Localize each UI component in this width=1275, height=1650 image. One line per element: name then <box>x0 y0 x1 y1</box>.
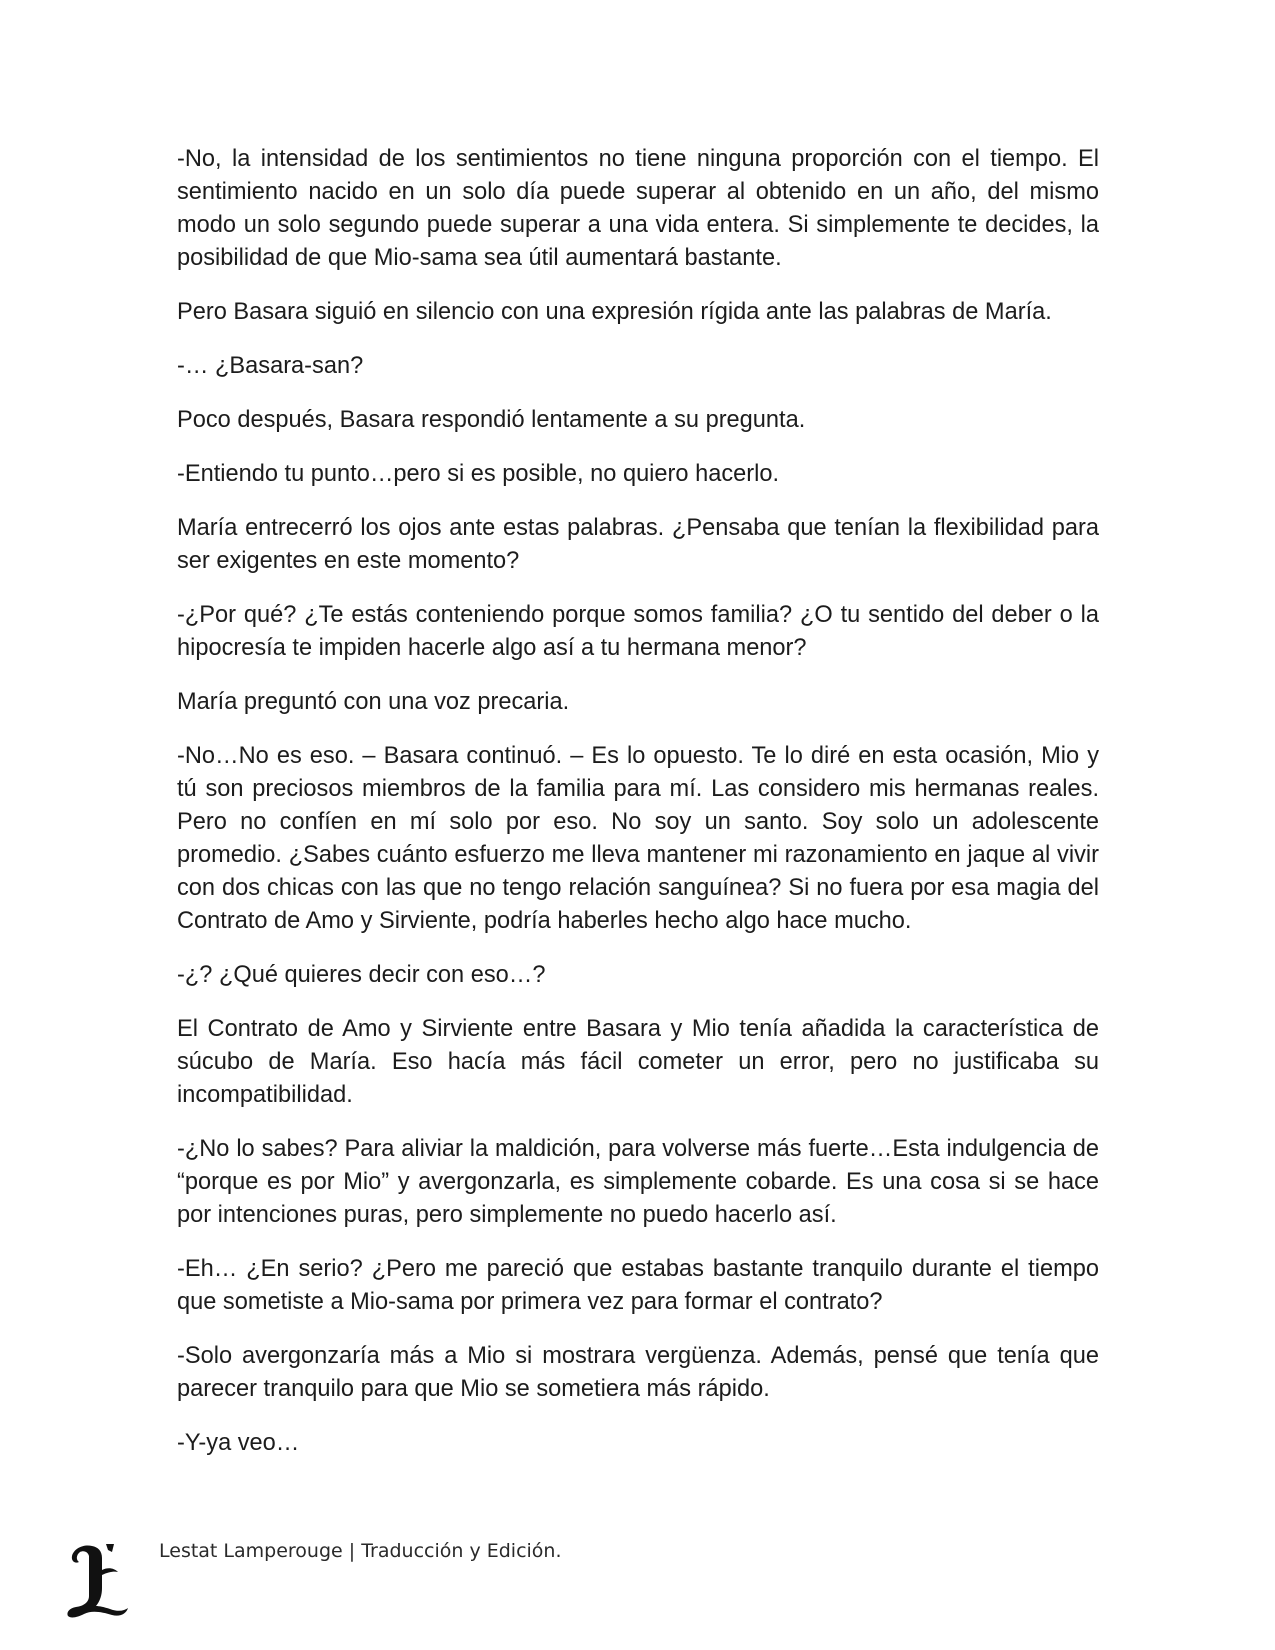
paragraph-13: -Eh… ¿En serio? ¿Pero me pareció que estabas bastante tranquilo durante el tiempo que sometiste a Mio-sama por primera vez para formar el contrato? <box>177 1256 1099 1315</box>
paragraph-4: Poco después, Basara respondió lentamente a su pregunta. <box>177 407 806 433</box>
document-body <box>177 143 1099 1481</box>
paragraph-2: Pero Basara siguió en silencio con una expresión rígida ante las palabras de María. <box>177 299 1052 325</box>
paragraph-12: -¿No lo sabes? Para aliviar la maldición, para volverse más fuerte…Esta indulgencia de “porque es por Mio” y avergonzarla, es simplemente cobarde. Es una cosa si se hace por intenciones puras, pero simplemente no puedo hacerlo así. <box>177 1136 1099 1228</box>
footer-credit-text: Lestat Lamperouge | Traducción y Edición. <box>159 1540 562 1562</box>
paragraph-8: María preguntó con una voz precaria. <box>177 689 570 715</box>
paragraph-11: El Contrato de Amo y Sirviente entre Basara y Mio tenía añadida la característica de súcubo de María. Eso hacía más fácil cometer un error, pero no justificaba su incompatibilidad. <box>177 1016 1099 1108</box>
paragraph-14: -Solo avergonzaría más a Mio si mostrara vergüenza. Además, pensé que tenía que parecer tranquilo para que Mio se sometiera más rápido. <box>177 1343 1099 1402</box>
paragraph-9: -No…No es eso. – Basara continuó. – Es lo opuesto. Te lo diré en esta ocasión, Mio y tú son preciosos miembros de la familia para mí. Las considero mis hermanas reales. Pero no confíen en mí solo por eso. No soy un santo. Soy solo un adolescente promedio. ¿Sabes cuánto esfuerzo me lleva mantener mi razonamiento en jaque al vivir con dos chicas con las que no tengo relación sanguínea? Si no fuera por esa magia del Contrato de Amo y Sirviente, podría haberles hecho algo hace mucho. <box>177 743 1099 934</box>
paragraph-3: -… ¿Basara-san? <box>177 353 364 379</box>
page-footer <box>62 1540 762 1620</box>
paragraph-1: -No, la intensidad de los sentimientos no tiene ninguna proporción con el tiempo. El sentimiento nacido en un solo día puede superar al obtenido en un año, del mismo modo un solo segundo puede superar a una vida entera. Si simplemente te decides, la posibilidad de que Mio-sama sea útil aumentará bastante. <box>177 146 1099 271</box>
gothic-L-logo-icon <box>62 1540 132 1620</box>
paragraph-7: -¿Por qué? ¿Te estás conteniendo porque somos familia? ¿O tu sentido del deber o la hipocresía te impiden hacerle algo así a tu hermana menor? <box>177 602 1099 661</box>
paragraph-5: -Entiendo tu punto…pero si es posible, no quiero hacerlo. <box>177 461 780 487</box>
paragraph-15: -Y-ya veo… <box>177 1430 300 1456</box>
paragraph-10: -¿? ¿Qué quieres decir con eso…? <box>177 962 546 988</box>
paragraph-6: María entrecerró los ojos ante estas palabras. ¿Pensaba que tenían la flexibilidad para ser exigentes en este momento? <box>177 515 1099 574</box>
